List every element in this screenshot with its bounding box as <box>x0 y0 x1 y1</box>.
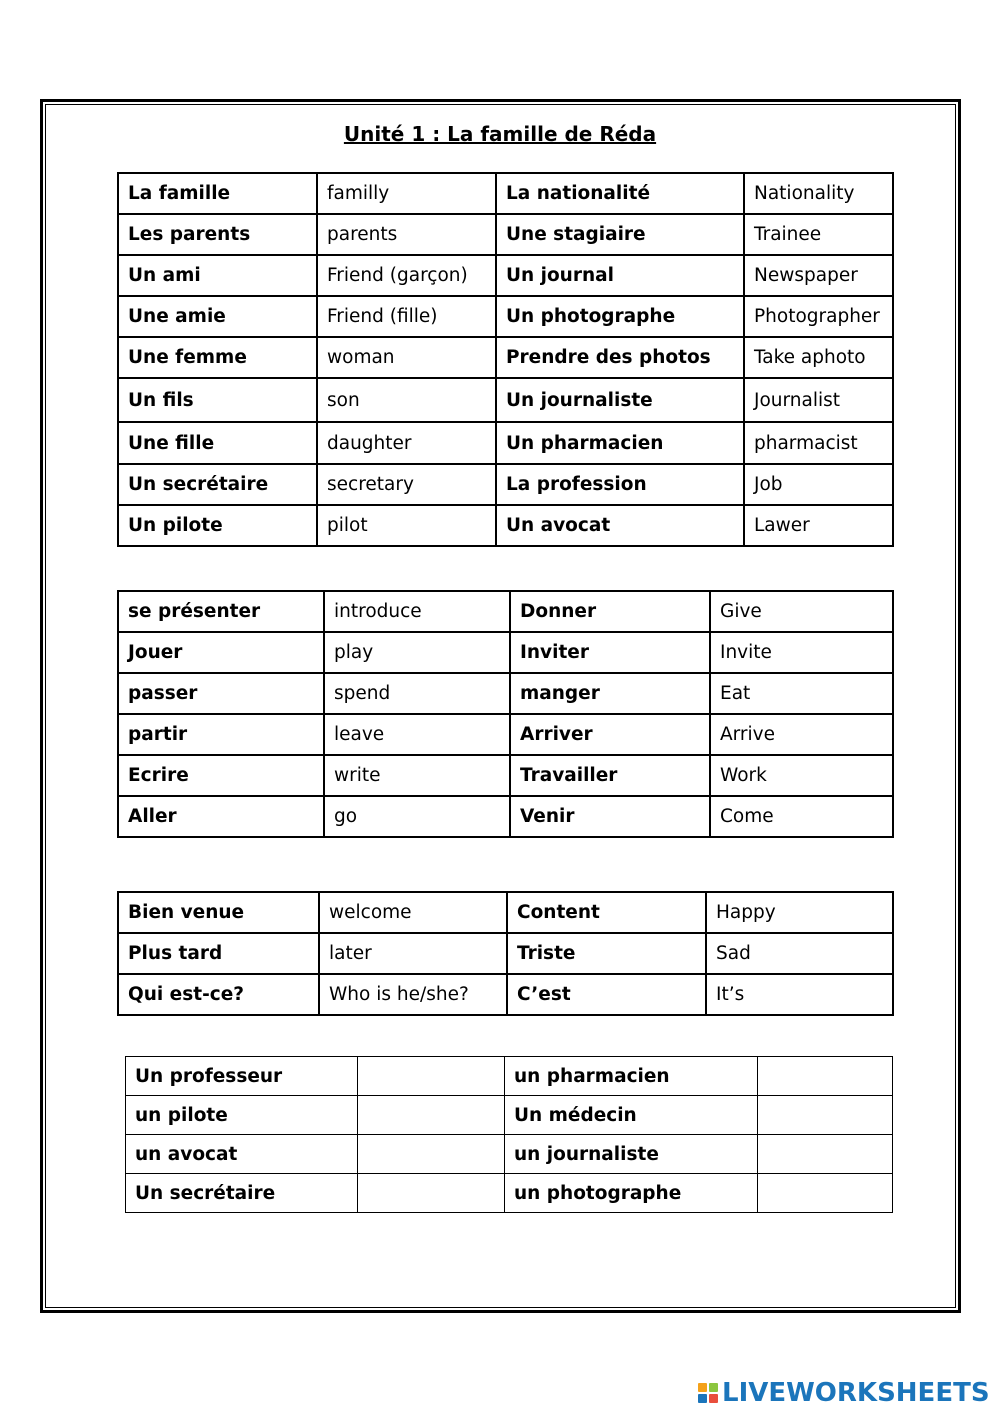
table4-row <box>126 1174 893 1213</box>
logo-square-2 <box>709 1383 718 1392</box>
vocab-table-verbs <box>117 590 894 838</box>
french-term: La famille <box>118 173 317 214</box>
french-term: Inviter <box>510 632 710 673</box>
french-term: Un ami <box>118 255 317 296</box>
answer-field[interactable] <box>358 1135 505 1174</box>
english-translation: son <box>317 378 496 422</box>
french-term: Un pilote <box>118 505 317 546</box>
english-translation: Lawer <box>744 505 893 546</box>
french-term: Les parents <box>118 214 317 255</box>
english-translation: Friend (garçon) <box>317 255 496 296</box>
english-translation: introduce <box>324 591 510 632</box>
english-translation: Who is he/she? <box>319 974 507 1015</box>
table1-row <box>118 337 893 378</box>
french-term: Content <box>507 892 706 933</box>
english-translation: Photographer <box>744 296 893 337</box>
english-translation: Friend (fille) <box>317 296 496 337</box>
english-translation: Come <box>710 796 893 837</box>
vocab-table-family <box>117 172 894 547</box>
french-term: Un secrétaire <box>126 1174 358 1213</box>
french-term: Une amie <box>118 296 317 337</box>
french-term: Un professeur <box>126 1057 358 1096</box>
english-translation: go <box>324 796 510 837</box>
english-translation: Give <box>710 591 893 632</box>
english-translation: Sad <box>706 933 893 974</box>
english-translation: Happy <box>706 892 893 933</box>
vocab-table-expressions <box>117 891 894 1016</box>
table1-row <box>118 378 893 422</box>
table2-row <box>118 714 893 755</box>
english-translation: Arrive <box>710 714 893 755</box>
liveworksheets-logo <box>698 1378 990 1408</box>
french-term: Un journal <box>496 255 744 296</box>
french-term: un journaliste <box>505 1135 758 1174</box>
logo-square-1 <box>698 1383 707 1392</box>
worksheet-title: Unité 1 : La famille de Réda <box>343 122 657 146</box>
french-term: un pharmacien <box>505 1057 758 1096</box>
table1-row <box>118 296 893 337</box>
french-term: Plus tard <box>118 933 319 974</box>
french-term: Une fille <box>118 422 317 464</box>
english-translation: Eat <box>710 673 893 714</box>
english-translation: Take aphoto <box>744 337 893 378</box>
table3-row <box>118 933 893 974</box>
french-term: se présenter <box>118 591 324 632</box>
answer-field[interactable] <box>758 1096 893 1135</box>
table1-row <box>118 505 893 546</box>
english-translation: parents <box>317 214 496 255</box>
table2-row <box>118 591 893 632</box>
english-translation: Invite <box>710 632 893 673</box>
english-translation: Journalist <box>744 378 893 422</box>
french-term: Une stagiaire <box>496 214 744 255</box>
french-term: partir <box>118 714 324 755</box>
table4-row <box>126 1135 893 1174</box>
french-term: Une femme <box>118 337 317 378</box>
table1-row <box>118 214 893 255</box>
french-term: La nationalité <box>496 173 744 214</box>
french-term: passer <box>118 673 324 714</box>
table4-row <box>126 1096 893 1135</box>
table2-row <box>118 632 893 673</box>
table2-row <box>118 673 893 714</box>
english-translation: Nationality <box>744 173 893 214</box>
french-term: Un journaliste <box>496 378 744 422</box>
french-term: un avocat <box>126 1135 358 1174</box>
english-translation: pharmacist <box>744 422 893 464</box>
french-term: Aller <box>118 796 324 837</box>
french-term: Un secrétaire <box>118 464 317 505</box>
french-term: Ecrire <box>118 755 324 796</box>
french-term: La profession <box>496 464 744 505</box>
table4-row <box>126 1057 893 1096</box>
english-translation: spend <box>324 673 510 714</box>
logo-square-3 <box>698 1394 707 1403</box>
english-translation: It’s <box>706 974 893 1015</box>
exercise-table-professions <box>125 1056 893 1213</box>
table3-row <box>118 974 893 1015</box>
english-translation: Work <box>710 755 893 796</box>
english-translation: write <box>324 755 510 796</box>
french-term: Venir <box>510 796 710 837</box>
english-translation: welcome <box>319 892 507 933</box>
answer-field[interactable] <box>358 1174 505 1213</box>
french-term: un photographe <box>505 1174 758 1213</box>
french-term: Un fils <box>118 378 317 422</box>
french-term: Bien venue <box>118 892 319 933</box>
french-term: Travailler <box>510 755 710 796</box>
english-translation: secretary <box>317 464 496 505</box>
table1-row <box>118 422 893 464</box>
english-translation: play <box>324 632 510 673</box>
english-translation: woman <box>317 337 496 378</box>
answer-field[interactable] <box>758 1057 893 1096</box>
english-translation: Job <box>744 464 893 505</box>
table1-row <box>118 173 893 214</box>
french-term: Triste <box>507 933 706 974</box>
english-translation: familly <box>317 173 496 214</box>
french-term: Qui est-ce? <box>118 974 319 1015</box>
english-translation: daughter <box>317 422 496 464</box>
french-term: Jouer <box>118 632 324 673</box>
table3-row <box>118 892 893 933</box>
table2-row <box>118 796 893 837</box>
answer-field[interactable] <box>758 1135 893 1174</box>
answer-field[interactable] <box>358 1096 505 1135</box>
english-translation: pilot <box>317 505 496 546</box>
logo-square-4 <box>709 1394 718 1403</box>
answer-field[interactable] <box>358 1057 505 1096</box>
french-term: C’est <box>507 974 706 1015</box>
english-translation: leave <box>324 714 510 755</box>
table1-row <box>118 255 893 296</box>
french-term: Un photographe <box>496 296 744 337</box>
table2-row <box>118 755 893 796</box>
english-translation: Newspaper <box>744 255 893 296</box>
logo-mark-icon <box>698 1383 718 1403</box>
english-translation: later <box>319 933 507 974</box>
table1-row <box>118 464 893 505</box>
french-term: manger <box>510 673 710 714</box>
french-term: Un avocat <box>496 505 744 546</box>
french-term: Arriver <box>510 714 710 755</box>
french-term: Un médecin <box>505 1096 758 1135</box>
french-term: Prendre des photos <box>496 337 744 378</box>
french-term: un pilote <box>126 1096 358 1135</box>
logo-text: LIVEWORKSHEETS <box>722 1378 990 1408</box>
english-translation: Trainee <box>744 214 893 255</box>
french-term: Donner <box>510 591 710 632</box>
french-term: Un pharmacien <box>496 422 744 464</box>
answer-field[interactable] <box>758 1174 893 1213</box>
